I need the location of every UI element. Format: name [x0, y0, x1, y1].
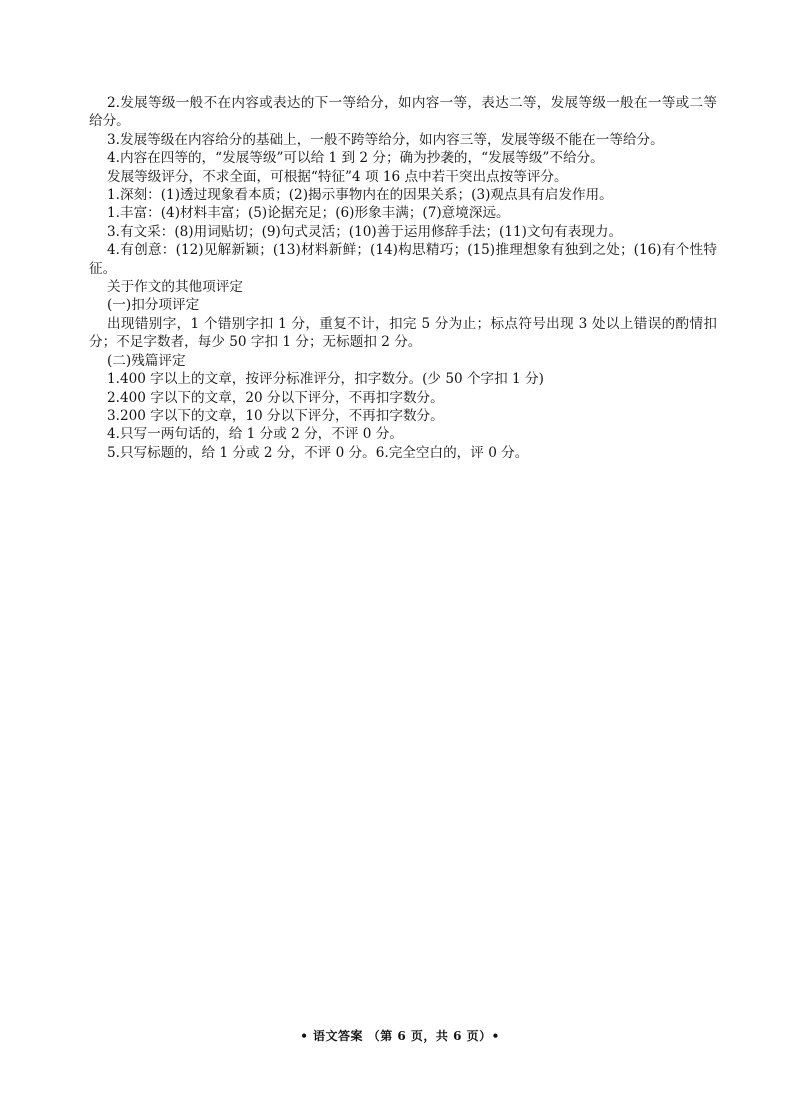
paragraph-feature-literary: 3.有文采：(8)用词贴切；(9)句式灵活；(10)善于运用修辞手法；(11)文句有表现力。: [107, 223, 623, 240]
paragraph-development-scoring-note: 发展等级评分，不求全面，可根据“特征”4 项 16 点中若干突出点按等评分。: [107, 168, 568, 185]
list-item-incomplete-1: 1.400 字以上的文章，按评分标准评分，扣字数分。(少 50 个字扣 1 分): [107, 371, 544, 388]
paragraph-deduction-rules: 出现错别字，1 个错别字扣 1 分，重复不计，扣完 5 分为止；标点符号出现 3 处以上错误的酌情扣分；不足字数者，每少 50 字扣 1 分；无标题扣 2 分。: [89, 315, 717, 351]
answer-key-body: [89, 94, 717, 462]
subheading-incomplete-essays: (二)残篇评定: [107, 352, 186, 369]
paragraph-development-rule-4: 4.内容在四等的，“发展等级”可以给 1 到 2 分；确为抄袭的，“发展等级”不给分。: [107, 150, 604, 167]
paragraph-development-rule-3: 3.发展等级在内容给分的基础上，一般不跨等给分，如内容三等，发展等级不能在一等给分。: [107, 131, 664, 148]
subheading-deductions: (一)扣分项评定: [107, 297, 200, 314]
list-item-incomplete-4: 4.只写一两句话的，给 1 分或 2 分，不评 0 分。: [107, 426, 403, 443]
section-heading-other-items: 关于作文的其他项评定: [107, 279, 243, 296]
paragraph-feature-profound: 1.深刻：(1)透过现象看本质；(2)揭示事物内在的因果关系；(3)观点具有启发作用。: [107, 187, 613, 204]
page-footer: • 语文答案 （第 6 页，共 6 页）•: [300, 1029, 500, 1043]
list-item-incomplete-3: 3.200 字以下的文章，10 分以下评分，不再扣字数分。: [107, 407, 444, 424]
paragraph-development-rule-2: 2.发展等级一般不在内容或表达的下一等给分，如内容一等，表达二等，发展等级一般在一等或二等给分。: [89, 95, 717, 130]
list-item-incomplete-2: 2.400 字以下的文章，20 分以下评分，不再扣字数分。: [107, 389, 444, 406]
paragraph-feature-rich: 1.丰富：(4)材料丰富；(5)论据充足；(6)形象丰满；(7)意境深远。: [107, 205, 510, 222]
paragraph-feature-creative: 4.有创意：(12)见解新颖；(13)材料新鲜；(14)构思精巧；(15)推理想象有独到之处；(16)有个性特征。: [89, 242, 717, 277]
list-item-incomplete-5-6: 5.只写标题的，给 1 分或 2 分，不评 0 分。6.完全空白的，评 0 分。: [107, 444, 529, 461]
